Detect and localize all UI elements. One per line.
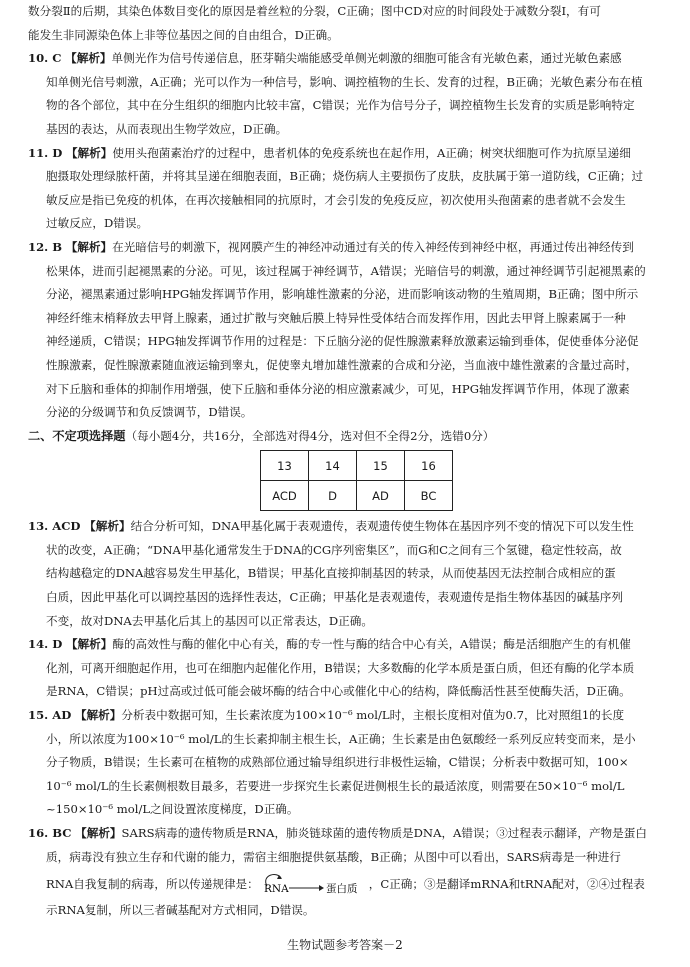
text-line: 神经递质，C错误；HPG轴发挥调节作用的过程是：下丘脑分泌的促性腺激素释放激素运输到垂体，促使垂体分泌促 [46,334,639,349]
text-line: 基因的表达，从而表现出生物学效应，D正确。 [46,121,288,136]
text-line: 过敏反应，D错误。 [46,216,149,231]
text-line: 单侧光作为信号传递信息，胚芽鞘尖端能感受单侧光刺激的细胞可能含有光敏色素，通过光敏色素感 [111,51,622,66]
text-line: 分泌，褪黑素通过影响HPG轴发挥调节作用，影响雄性激素的分泌，进而影响该动物的生殖周期，B正确；图中所示 [46,287,639,302]
text-line: 酶的高效性与酶的催化中心有关，酶的专一性与酶的结合中心有关，A错误；酶是活细胞产生的有机催 [112,637,631,652]
text-line: 神经纤维末梢释放去甲肾上腺素，通过扩散与突触后膜上特异性受体结合而发挥作用，因此去甲肾上腺素属于一种 [46,310,626,325]
question-13 [28,515,674,539]
text-line: 知单侧光信号刺激，A正确；光可以作为一种信号，影响、调控植物的生长、发育的过程，B正确；光敏色素分布在植 [46,74,643,89]
text-segment: RNA自我复制的病毒，所以传递规律是： [46,877,259,892]
text-line: 在光暗信号的刺激下，视网膜产生的神经冲动通过有关的传入神经传到神经中枢，再通过传出神经传到 [112,239,634,254]
analysis-label: 【解析】 [65,145,113,160]
text-line: SARS病毒的遗传物质是RNA，肺炎链球菌的遗传物质是DNA，A错误；③过程表示翻译，产物是蛋白 [121,826,647,840]
rna-replication-flow-diagram [259,872,369,898]
text-line: 小，所以浓度为100×10⁻⁶ mol/L的生长素抑制主根生长，A正确；生长素是由色氨酸经一系列反应转变而来，是小 [46,731,636,746]
question-number: 11. D [28,145,63,160]
text-line: 白质，因此甲基化可以调控基因的选择性表达，C正确；甲基化是表观遗传，表观遗传是指生物体基因的碱基序列 [46,590,623,605]
table-cell: D [309,481,357,511]
text-line: 性腺激素，促性腺激素随血液运输到睾丸，促使睾丸增加雄性激素的合成和分泌，当血液中雄性激素的含量过高时， [46,357,638,372]
text-line: 胞摄取处理绿脓杆菌，并将其呈递在细胞表面，B正确；烧伤病人主要损伤了皮肤，皮肤属于第一道防线，C正确；过 [46,169,644,184]
text-line: 物的各个部位，其中在分生组织的细胞内比较丰富，C错误；光作为信号分子，调控植物生长发育的实质是影响特定 [46,98,635,113]
text-line: 状的改变，A正确；“DNA甲基化通常发生于DNA的CG序列密集区”，而G和C之间有三个氢键，稳定性较高，故 [46,542,622,557]
table-cell: 14 [309,451,357,481]
table-cell: 16 [405,451,453,481]
table-cell: AD [357,481,405,511]
analysis-label: 【解析】 [75,826,122,840]
text-line: ~150×10⁻⁶ mol/L之间设置浓度梯度，D正确。 [46,802,299,817]
text-line: 分子物质，B错误；生长素可在植物的成熟部位通过输导组织进行非极性运输，C错误；分析表中数据可知，100× [46,755,629,770]
answer-table-answers [261,481,453,511]
question-16 [28,822,674,846]
question-number: 14. D [28,637,63,652]
question-number: 12. B [28,239,63,254]
question-number: 10. C [28,51,62,66]
table-cell: ACD [261,481,309,511]
text-line: 10⁻⁶ mol/L的生长素侧根数目最多，若要进一步探究生长素促进侧根生长的最适浓度，则需要在50×10⁻⁶ mol/L [46,778,625,793]
text-line: 分泌的分级调节和负反馈调节，D错误。 [46,405,253,420]
section-2-heading [28,425,674,449]
table-cell: 13 [261,451,309,481]
answer-table [260,450,453,511]
text-line: 是RNA，C错误；pH过高或过低可能会破坏酶的结合中心或催化中心的结构，降低酶活性甚至使酶失活，D正确。 [46,684,631,699]
question-10 [28,47,674,71]
flow-start-label: RNA [263,883,289,896]
text-line: 不变，故对DNA去甲基化后其上的基因可以正常表达，D正确。 [46,613,373,628]
text-line: 示RNA复制，所以三者碱基配对方式相同，D错误。 [46,903,315,918]
answer-table-numbers [261,451,453,481]
table-cell: 15 [357,451,405,481]
text-line: 能发生非同源染色体上非等位基因之间的自由组合，D正确。 [28,27,339,42]
analysis-label: 【解析】 [84,519,131,534]
answer-page [28,0,674,923]
analysis-label: 【解析】 [74,708,122,723]
text-line: 结构越稳定的DNA越容易发生甲基化，B错误；甲基化直接抑制基因的转录，从而使基因无法控制合成相应的蛋 [46,566,616,581]
page-footer: 生物试题参考答案－2 [287,938,403,952]
analysis-label: 【解析】 [65,637,113,652]
question-12 [28,236,674,260]
text-line: 结合分析可知，DNA甲基化属于表观遗传，表观遗传使生物体在基因序列不变的情况下可以发生性 [130,519,634,534]
section-note: （每小题4分，共16分，全部选对得4分，选对但不全得2分，选错0分） [125,428,495,443]
question-11 [28,142,674,166]
question-number: 16. BC [28,826,72,840]
text-line: 使用头孢菌素治疗的过程中，患者机体的免疫系统也在起作用，A正确；树突状细胞可作为抗原呈递细 [112,145,631,160]
analysis-label: 【解析】 [65,51,112,66]
question-14 [28,633,674,657]
section-title: 二、不定项选择题 [28,428,126,443]
text-line: 数分裂Ⅱ的后期，其染色体数目变化的原因是着丝粒的分裂，C正确；图中CD对应的时间段处于减数分裂Ⅰ，有可 [28,4,601,18]
text-line: 敏反应是指已免疫的机体，在再次接触相同的抗原时，才会引发的免疫反应，初次使用头孢菌素的患者就不会发生 [46,192,626,207]
text-line-with-diagram [28,869,674,899]
text-line: 化剂，可离开细胞起作用，也可在细胞内起催化作用，B错误；大多数酶的化学本质是蛋白质，但还有酶的化学本质 [46,660,635,675]
text-line: 分析表中数据可知，生长素浓度为100×10⁻⁶ mol/L时，主根长度相对值为0.7，比对照组1的长度 [121,708,625,723]
text-line: 对下丘脑和垂体的抑制作用增强，使下丘脑和垂体分泌的相应激素减少，可见，HPG轴发挥调节作用，体现了激素 [46,381,630,396]
analysis-label: 【解析】 [65,239,113,254]
flow-end-label: 蛋白质 [325,883,358,896]
table-cell: BC [405,481,453,511]
question-number: 15. AD [28,708,72,723]
text-line: 质，病毒没有独立生存和代谢的能力，需宿主细胞提供氨基酸，B正确；从图中可以看出，SARS病毒是一种进行 [46,849,621,864]
text-line: 松果体，进而引起褪黑素的分泌。可见，该过程属于神经调节，A错误；光暗信号的刺激，通过神经调节引起褪黑素的 [46,263,646,278]
flow-arrowhead-icon [319,885,324,891]
question-15 [28,704,674,728]
text-segment: ，C正确；③是翻译mRNA和tRNA配对，②④过程表 [368,877,645,892]
question-number: 13. ACD [28,519,81,534]
